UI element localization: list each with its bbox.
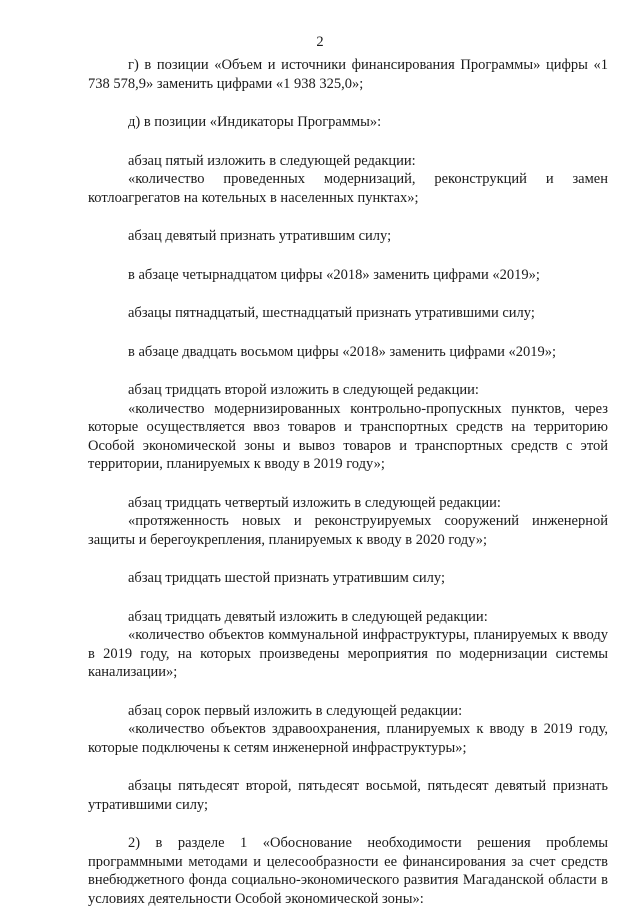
paragraph-abzac-52-58-59: абзацы пятьдесят второй, пятьдесят восьмой, пятьдесят девятый признать утратившими силу; (88, 778, 608, 813)
paragraph-abzac-36: абзац тридцать шестой признать утратившим силу; (128, 570, 445, 586)
paragraph-abzac-15-16: абзацы пятнадцатый, шестнадцатый признать утратившими силу; (128, 305, 535, 321)
paragraph-abzac-5-text: «количество проведенных модернизаций, реконструкций и замен котлоагрегатов на котельных в населенных пунктах»; (88, 171, 608, 206)
paragraph-abzac-34-text: «протяженность новых и реконструируемых сооружений инженерной защиты и берегоукрепления, планируемых к вводу в 2020 году»; (88, 513, 608, 548)
paragraph-abzac-5: абзац пятый изложить в следующей редакции: (128, 152, 416, 169)
paragraph-abzac-32-text: «количество модернизированных контрольно-пропускных пунктов, через которые осуществляется ввоз товаров и транспортных средств на территорию Особой экономической зоны и вывоз товаров и транспортных средств с этой территории, планируемых к вводу в 2019 году»; (88, 400, 608, 472)
document-body (88, 56, 608, 908)
paragraph-abzac-39: абзац тридцать девятый изложить в следующей редакции: (128, 608, 488, 625)
paragraph-financing: г) в позиции «Объем и источники финансирования Программы» цифры «1 738 578,9» заменить цифрами «1 938 325,0»; (88, 57, 608, 92)
paragraph-abzac-41: абзац сорок первый изложить в следующей редакции: (128, 702, 463, 719)
paragraph-abzac-39-text: «количество объектов коммунальной инфраструктуры, планируемых к вводу в 2019 году, на которых произведены мероприятия по модернизации системы канализации»; (88, 627, 608, 680)
paragraph-abzac-14: в абзаце четырнадцатом цифры «2018» заменить цифрами «2019»; (128, 266, 540, 283)
paragraph-indicators: д) в позиции «Индикаторы Программы»: (128, 114, 382, 130)
paragraph-abzac-9: абзац девятый признать утратившим силу; (128, 228, 392, 244)
paragraph-abzac-28: в абзаце двадцать восьмом цифры «2018» заменить цифрами «2019»; (128, 343, 557, 360)
paragraph-section-1: 2) в разделе 1 «Обоснование необходимости решения проблемы программными методами и целесообразности ее финансирования за счет средств внебюджетного фонда социально-экономического развития Магаданской области в условиях деятельности Особой экономической зоны»: (88, 835, 608, 907)
paragraph-abzac-41-text: «количество объектов здравоохранения, планируемых к вводу в 2019 году, которые подключены к сетям инженерной инфраструктуры»; (88, 721, 608, 756)
paragraph-abzac-34: абзац тридцать четвертый изложить в следующей редакции: (128, 494, 501, 511)
page-number: 2 (316, 34, 324, 50)
paragraph-abzac-32: абзац тридцать второй изложить в следующей редакции: (128, 382, 479, 398)
